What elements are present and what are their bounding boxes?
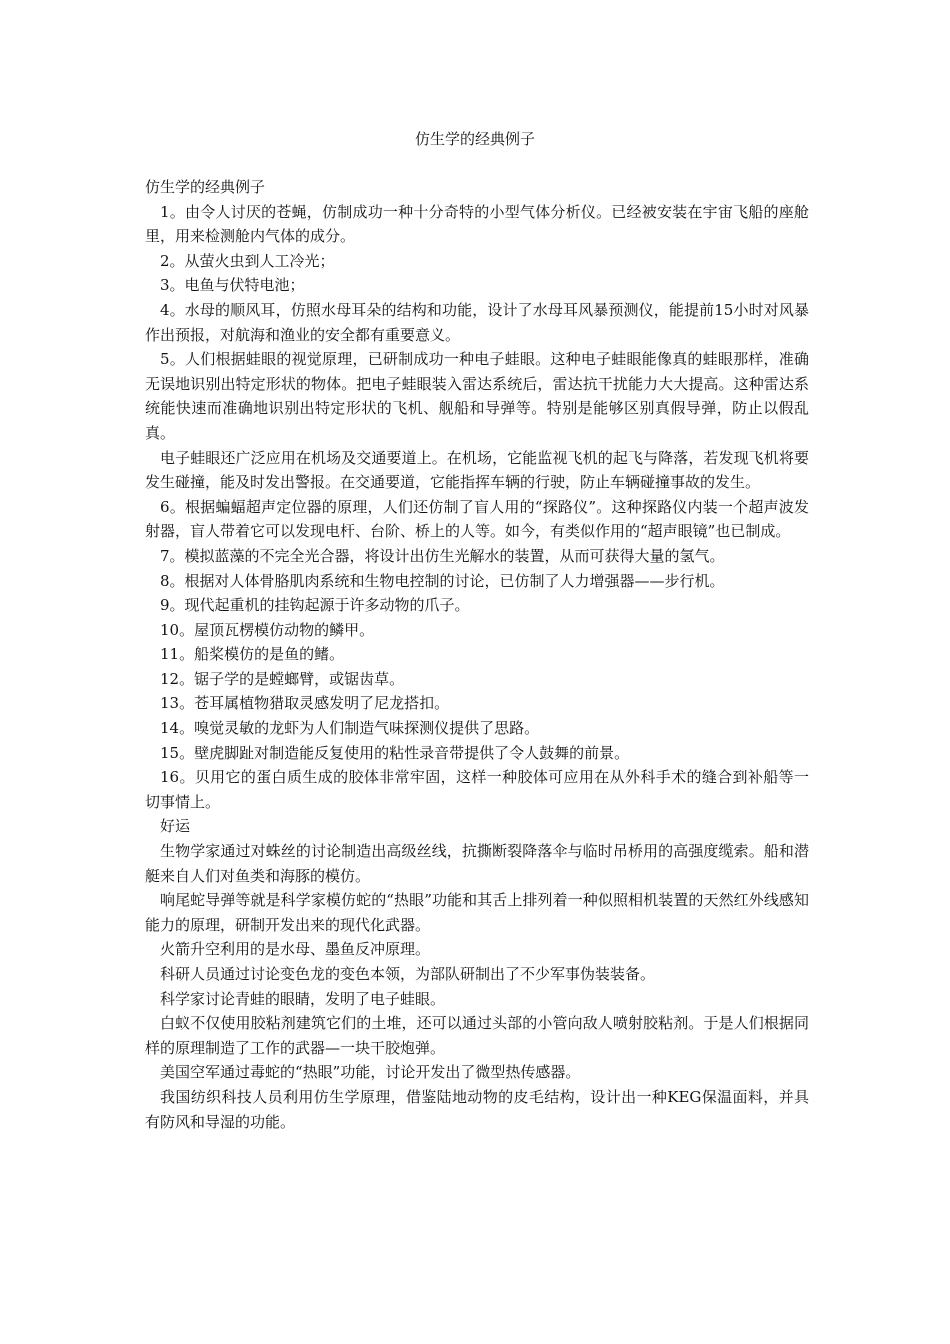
paragraph: 7。模拟蓝藻的不完全光合器，将设计出仿生光解水的装置，从而可获得大量的氢气。	[160, 546, 725, 565]
paragraph: 6。根据蝙蝠超声定位器的原理，人们还仿制了盲人用的“探路仪”。这种探路仪内装一个超声波发射器，盲人带着它可以发现电杆、台阶、桥上的人等。如今，有类似作用的“超声眼镜”也已制成。	[145, 497, 809, 541]
paragraph: 白蚁不仅使用胶粘剂建筑它们的土堆，还可以通过头部的小管向敌人喷射胶粘剂。于是人们根据同样的原理制造了工作的武器—一块干胶炮弹。	[145, 1014, 809, 1057]
paragraph: 好运	[160, 817, 191, 836]
document-body	[145, 175, 809, 1134]
paragraph: 科研人员通过讨论变色龙的变色本领，为部队研制出了不少军事伪装装备。	[160, 965, 656, 983]
paragraph: 仿生学的经典例子	[145, 178, 266, 196]
paragraph: 12。锯子学的是螳螂臂，或锯齿草。	[160, 669, 405, 688]
paragraph: 9。现代起重机的挂钩起源于许多动物的爪子。	[160, 596, 470, 615]
paragraph: 1。由令人讨厌的苍蝇，仿制成功一种十分奇特的小型气体分析仪。已经被安装在宇宙飞船的座舱里，用来检测舱内气体的成分。	[145, 202, 809, 246]
paragraph: 16。贝用它的蛋白质生成的胶体非常牢固，这样一种胶体可应用在从外科手术的缝合到补船等一切事情上。	[145, 768, 809, 811]
paragraph: 生物学家通过对蛛丝的讨论制造出高级丝线，抗撕断裂降落伞与临时吊桥用的高强度缆索。船和潜艇来自人们对鱼类和海豚的模仿。	[145, 842, 809, 885]
paragraph: 4。水母的顺风耳，仿照水母耳朵的结构和功能，设计了水母耳风暴预测仪，能提前15小时对风暴作出预报，对航海和渔业的安全都有重要意义。	[145, 300, 809, 344]
paragraph: 8。根据对人体骨胳肌肉系统和生物电控制的讨论，已仿制了人力增强器——步行机。	[160, 571, 725, 590]
paragraph: 15。壁虎脚趾对制造能反复使用的粘性录音带提供了令人鼓舞的前景。	[160, 743, 630, 762]
paragraph: 2。从萤火虫到人工冷光；	[160, 251, 335, 270]
paragraph: 10。屋顶瓦楞模仿动物的鳞甲。	[160, 620, 375, 639]
paragraph: 3。电鱼与伏特电池；	[160, 276, 305, 295]
paragraph: 响尾蛇导弹等就是科学家模仿蛇的“热眼”功能和其舌上排列着一种似照相机装置的天然红外线感知能力的原理，研制开发出来的现代化武器。	[145, 891, 809, 934]
paragraph: 电子蛙眼还广泛应用在机场及交通要道上。在机场，它能监视飞机的起飞与降落，若发现飞机将要发生碰撞，能及时发出警报。在交通要道，它能指挥车辆的行驶，防止车辆碰撞事故的发生。	[145, 448, 809, 492]
paragraph: 火箭升空利用的是水母、墨鱼反冲原理。	[160, 940, 431, 959]
paragraph: 我国纺织科技人员利用仿生学原理，借鉴陆地动物的皮毛结构，设计出一种KEG保温面料，并具有防风和导湿的功能。	[145, 1087, 809, 1131]
paragraph: 美国空军通过毒蛇的“热眼”功能，讨论开发出了微型热传感器。	[160, 1063, 581, 1082]
paragraph: 14。嗅觉灵敏的龙虾为人们制造气味探测仪提供了思路。	[160, 719, 540, 738]
paragraph: 11。船桨模仿的是鱼的鳍。	[160, 645, 345, 664]
paragraph: 5。人们根据蛙眼的视觉原理，已研制成功一种电子蛙眼。这种电子蛙眼能像真的蛙眼那样，准确无误地识别出特定形状的物体。把电子蛙眼装入雷达系统后，雷达抗干扰能力大大提高。这种雷达系统能快速而准确地识别出特定形状的飞机、舰船和导弹等。特别是能够区别真假导弹，防止以假乱真。	[145, 350, 809, 442]
paragraph: 科学家讨论青蛙的眼睛，发明了电子蛙眼。	[160, 989, 446, 1008]
document-title: 仿生学的经典例子	[414, 130, 535, 148]
paragraph: 13。苍耳属植物猎取灵感发明了尼龙搭扣。	[160, 694, 450, 713]
